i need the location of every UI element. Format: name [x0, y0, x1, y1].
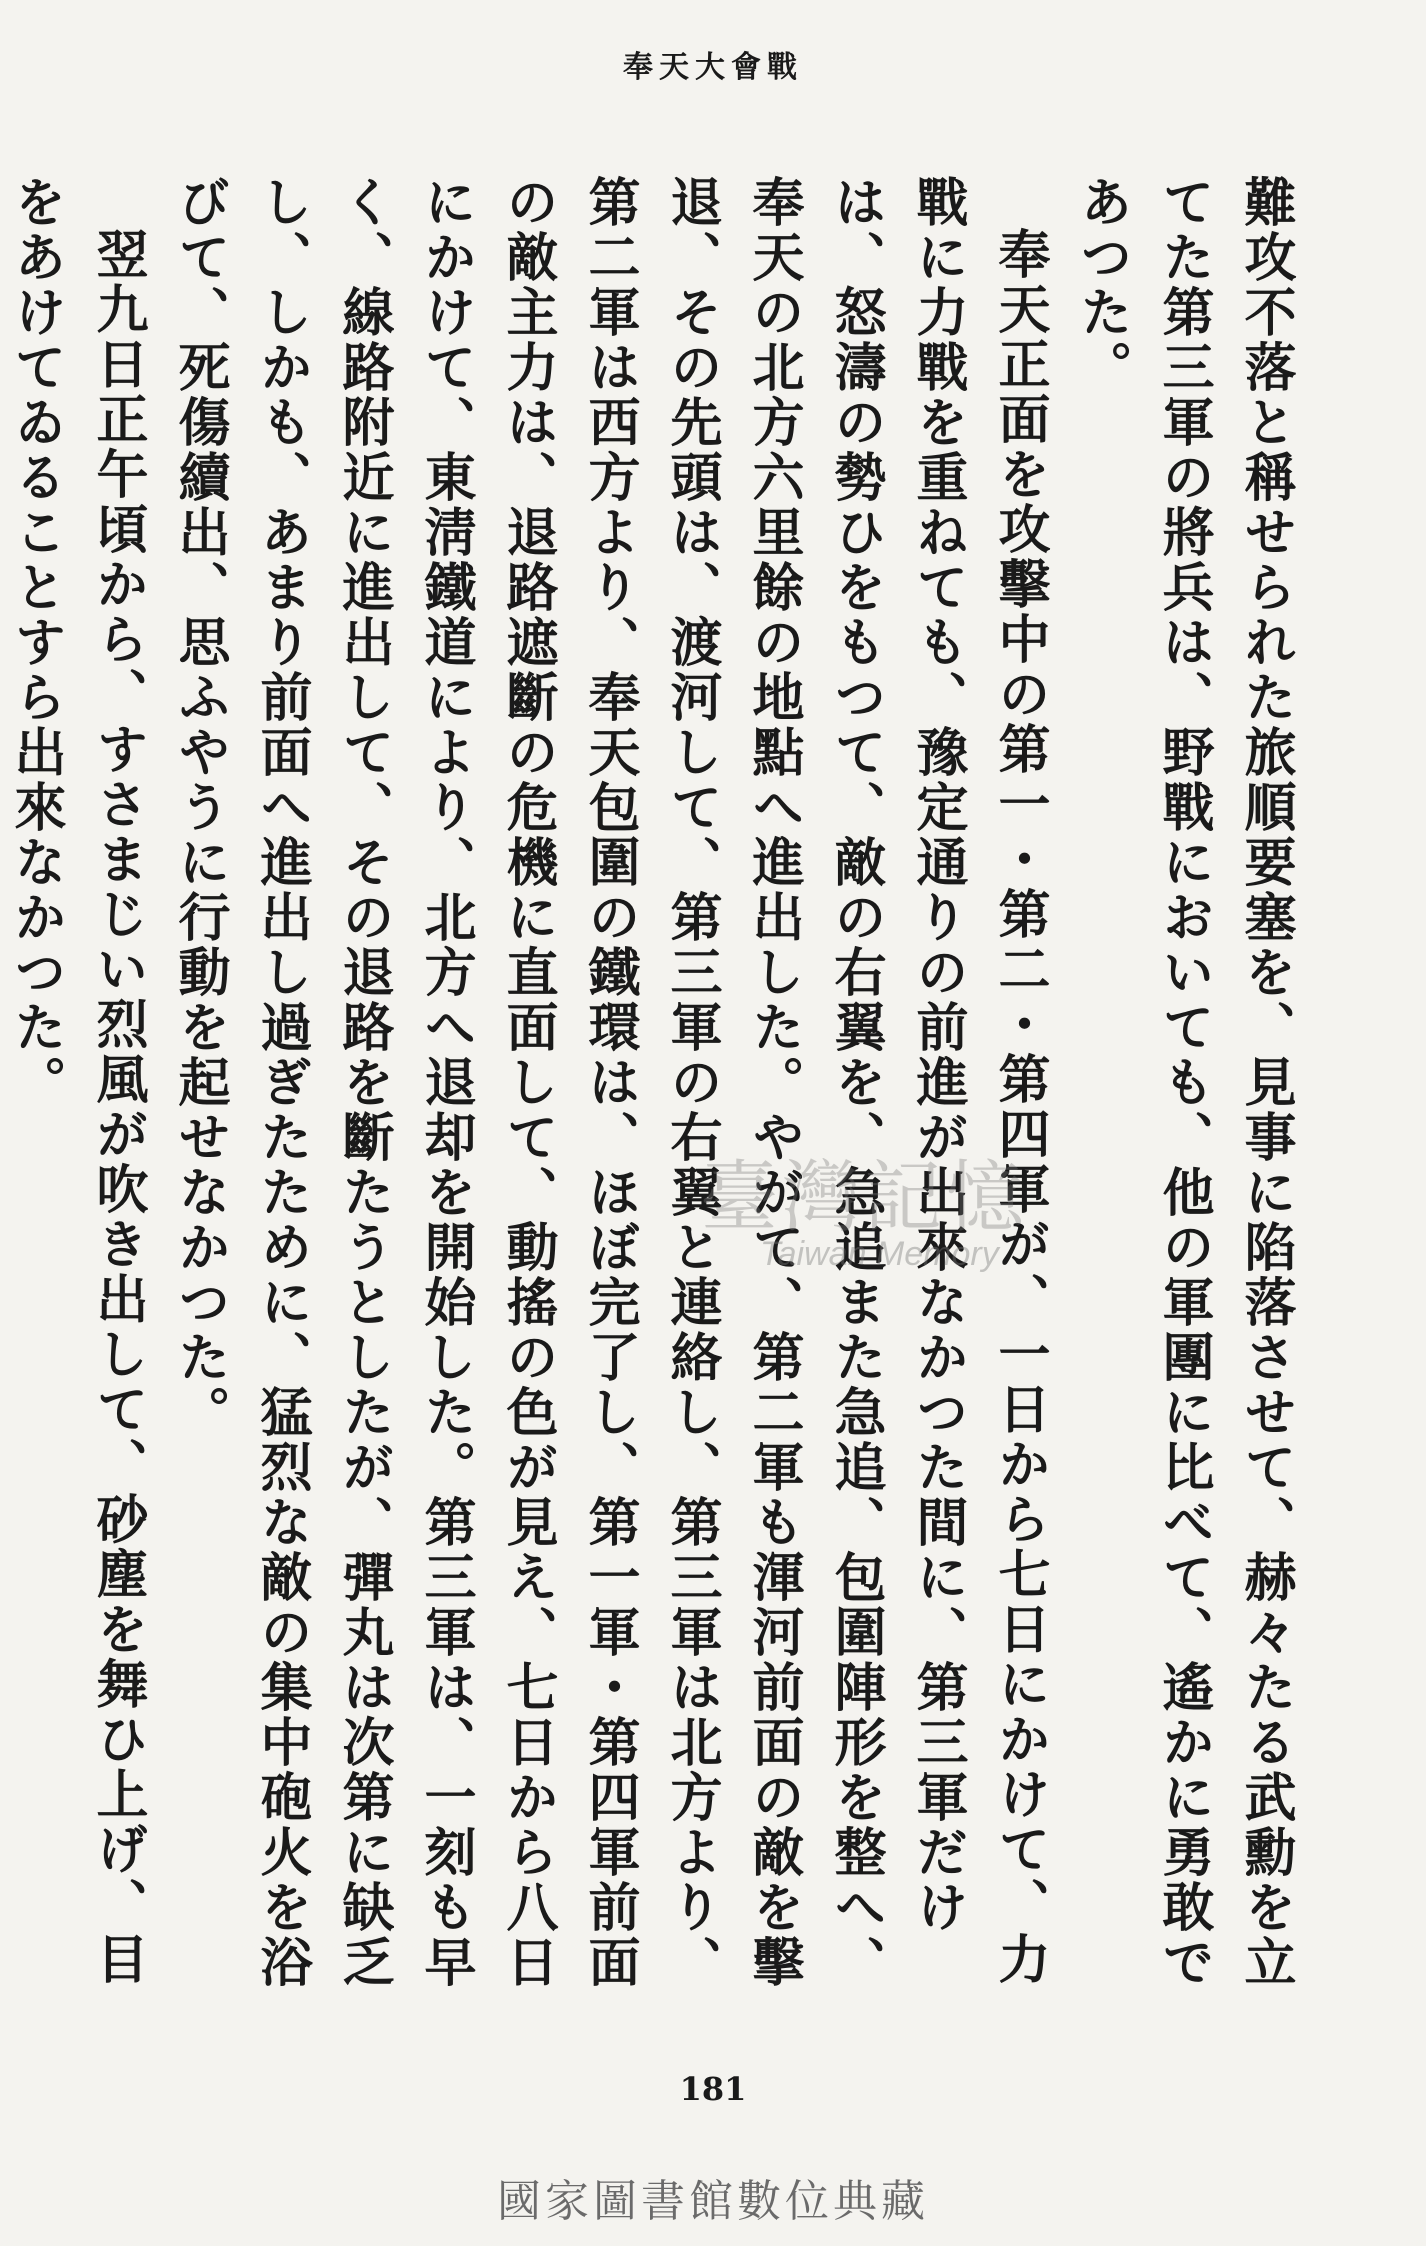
watermark-subtitle: Taiwan Memory — [760, 1235, 999, 1273]
vertical-text-body — [5, 175, 1306, 2005]
paragraph-1: 難攻不落と稱せられた旅順要塞を、見事に陷落させて、赫々たる武勳を立てた第三軍の將兵は、野戰においても、他の軍團に比べて、遙かに勇敢であつた。 — [1071, 175, 1296, 1990]
running-header: 奉天大會戰 — [623, 50, 803, 85]
watermark-logo: 臺灣記憶 — [700, 1153, 1029, 1243]
page-number: 181 — [679, 2070, 747, 2108]
paragraph-3: 翌九日正午頃から、すさまじい烈風が吹き出して、砂塵を舞ひ上げ、目をあけてゐることすら出來なかつた。 — [5, 175, 148, 1987]
archive-footer: 國家圖書館數位典藏 — [497, 2176, 929, 2227]
paragraph-2: 奉天正面を攻擊中の第一・第二・第四軍が、一日から七日にかけて、力戰に力戰を重ねても、豫定通りの前進が出來なかつた間に、第三軍だけは、怒濤の勢ひをもつて、敵の右翼を、急追また急追、包圍陣形を整へ、奉天の北方六里餘の地點へ進出した。やがて、第二軍も渾河前面の敵を擊退、その先頭は、渡河して、第三軍の右翼と連絡し、第三軍は北方より、第二軍は西方より、奉天包圍の鐵環は、ほぼ完了し、第一軍・第四軍前面の敵主力は、退路遮斷の危機に直面して、動搖の色が見え、七日から八日にかけて、東淸鐵道により、北方へ退却を開始した。第三軍は、一刻も早く、線路附近に進出して、その退路を斷たうとしたが、彈丸は次第に缺乏し、しかも、あまり前面へ進出し過ぎたために、猛烈な敵の集中砲火を浴びて、死傷續出、思ふやうに行動を起せなかつた。 — [169, 175, 1050, 1990]
